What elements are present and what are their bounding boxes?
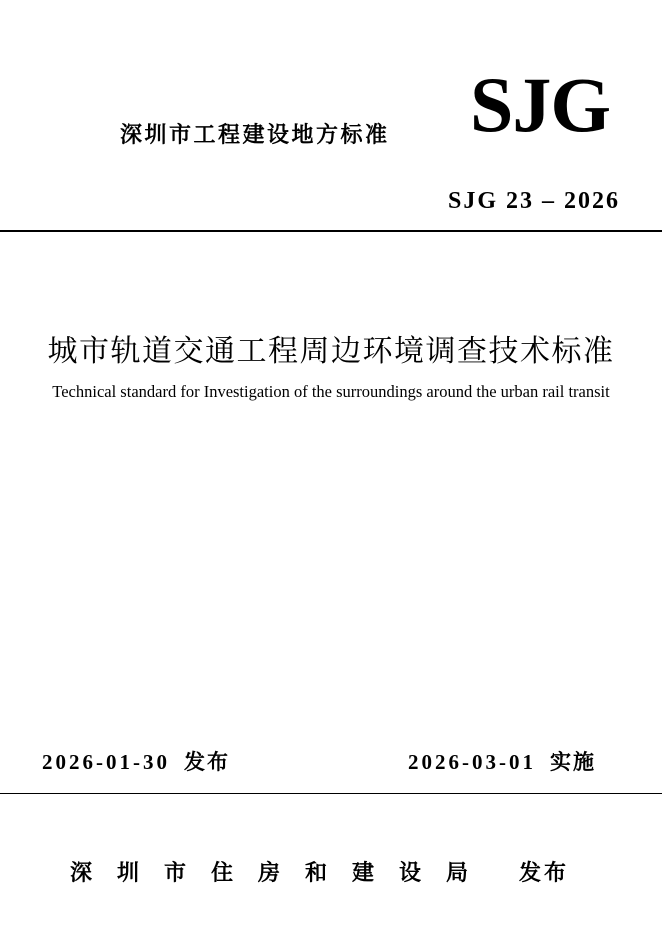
sjg-logo: SJG xyxy=(470,61,611,148)
issue-date: 2026-01-30 xyxy=(42,750,170,774)
standard-series-name: 深圳市工程建设地方标准 xyxy=(120,123,390,148)
implement-date-line xyxy=(408,746,596,776)
issue-label: 发布 xyxy=(184,750,230,774)
publish-label: 发布 xyxy=(519,861,570,886)
issue-date-line xyxy=(42,746,230,776)
standard-number: SJG 23 – 2026 xyxy=(447,188,620,214)
publisher-name: 深圳市住房和建设局 xyxy=(70,861,494,886)
title-english: Technical standard for Investigation of the surroundings around the urban rail transit xyxy=(52,382,610,401)
implement-date: 2026-03-01 xyxy=(408,750,536,774)
title-chinese: 城市轨道交通工程周边环境调查技术标准 xyxy=(47,334,615,369)
top-divider xyxy=(0,230,662,232)
publisher-line xyxy=(70,856,569,887)
bottom-divider xyxy=(0,793,662,794)
implement-label: 实施 xyxy=(550,750,596,774)
